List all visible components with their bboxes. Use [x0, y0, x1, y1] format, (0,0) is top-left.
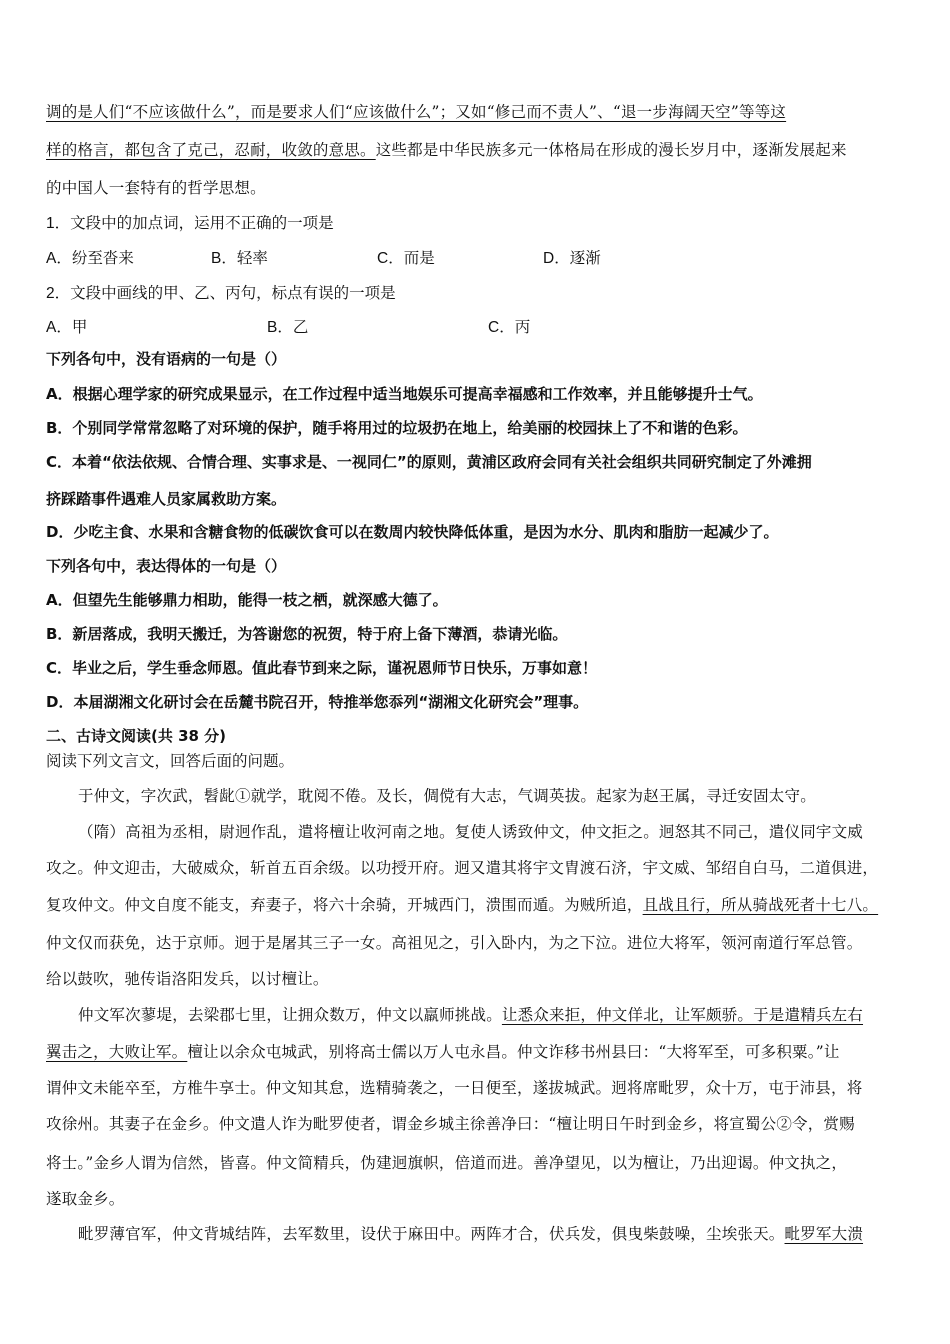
classical-para-2-line-5: 给以鼓吹，驰传诣洛阳发兵，以讨檀让。: [46, 970, 329, 988]
passage-line-3: 的中国人一套特有的哲学思想。: [46, 179, 266, 197]
classical-para-2-line-1: （隋）高祖为丞相，尉迥作乱，遣将檀让收河南之地。复使人诱致仲文，仲文拒之。迥怒其不同己，遣仪同宇文威: [78, 823, 864, 841]
passage-line-2-rest: 这些都是中华民族多元一体格局在形成的漫长岁月中，逐渐发展起来: [375, 141, 847, 159]
q3-option-a: A．根据心理学家的研究成果显示，在工作过程中适当地娱乐可提高幸福感和工作效率，并且能够提升士气。: [46, 385, 763, 403]
q3-option-d: D．少吃主食、水果和含糖食物的低碳饮食可以在数周内较快降低体重，是因为水分、肌肉和脂肪一起减少了。: [46, 523, 779, 541]
classical-para-3-line-4: 攻徐州。其妻子在金乡。仲文遣人诈为毗罗使者，谓金乡城主徐善净曰：“檀让明日午时到金乡，将宣蜀公②令，赏赐: [46, 1115, 855, 1133]
q1-option-b: B．轻率: [211, 250, 268, 267]
classical-para-3-line-2-text: 檀让以余众屯城武，别将高士儒以万人屯永昌。仲文诈移书州县曰：“大将军至，可多积粟。”让: [187, 1043, 840, 1061]
q4-option-c: C．毕业之后，学生垂念师恩。值此春节到来之际，谨祝恩师节日快乐，万事如意！: [46, 659, 598, 677]
q4-option-a: A．但望先生能够鼎力相助，能得一枝之栖，就深感大德了。: [46, 591, 448, 609]
classical-para-1: 于仲文，字次武，髫龀①就学，耽阅不倦。及长，倜傥有大志，气调英拔。起家为赵王属，寻迁安固太守。: [78, 787, 816, 805]
classical-para-3-line-5: 将士。”金乡人谓为信然，皆喜。仲文简精兵，伪建迥旗帜，倍道而进。善净望见，以为檀让，乃出迎谒。仲文执之，: [46, 1154, 848, 1172]
classical-para-2-line-2: 攻之。仲文迎击，大破威众，斩首五百余级。以功授开府。迥又遣其将宇文胄渡石济，宇文威、邹绍自白马，二道俱进，: [46, 859, 879, 877]
q4-option-b: B．新居落成，我明天搬迁，为答谢您的祝贺，特于府上备下薄酒，恭请光临。: [46, 625, 568, 643]
question-4-stem: 下列各句中，表达得体的一句是（）: [46, 557, 287, 575]
classical-para-3-line-6: 遂取金乡。: [46, 1190, 125, 1208]
classical-para-3-line-2: [46, 1040, 906, 1062]
classical-para-4-line-1: [46, 1222, 938, 1244]
classical-para-3-line-1: [46, 1003, 938, 1025]
classical-para-4-line-1-text: 毗罗薄官军，仲文背城结阵，去军数里，设伏于麻田中。两阵才合，伏兵发，俱曳柴鼓噪，尘埃张天。: [78, 1225, 785, 1243]
passage-line-1: 调的是人们“不应该做什么”，而是要求人们“应该做什么”；又如“修己而不责人”、“退一步海阔天空”等等这: [46, 103, 787, 121]
section-2-instruction: 阅读下列文言文，回答后面的问题。: [46, 753, 295, 770]
q1-option-c: C．而是: [377, 250, 435, 267]
q3-option-c-line-1: C．本着“依法依规、合情合理、实事求是、一视同仁”的原则，黄浦区政府会同有关社会组织共同研究制定了外滩拥: [46, 453, 812, 471]
section-2-title: 二、古诗文阅读(共 38 分): [46, 727, 227, 745]
classical-para-3-line-1-text: 仲文军次蓼堤，去梁郡七里，让拥众数万，仲文以羸师挑战。: [78, 1006, 502, 1024]
question-2-stem: 2．文段中画线的甲、乙、丙句，标点有误的一项是: [46, 285, 396, 302]
q2-option-b: B．乙: [267, 319, 309, 336]
q3-option-b: B．个别同学常常忽略了对环境的保护，随手将用过的垃圾扔在地上，给美丽的校园抹上了不和谐的色彩。: [46, 419, 748, 437]
question-3-stem: 下列各句中，没有语病的一句是（）: [46, 350, 287, 368]
underlined-sentence: 且战且行，所从骑战死者十七八。: [642, 896, 879, 914]
q1-option-d: D．逐渐: [543, 250, 601, 267]
question-1-stem: 1．文段中的加点词，运用不正确的一项是: [46, 215, 334, 232]
classical-para-3-line-3: 谓仲文未能卒至，方椎牛享士。仲文知其怠，选精骑袭之，一日便至，遂拔城武。迥将席毗罗，众十万，屯于沛县，将: [46, 1079, 863, 1097]
classical-para-2-line-3: [46, 893, 906, 915]
underlined-sentence: 毗罗军大溃: [784, 1225, 864, 1243]
underlined-sentence: 样的格言，都包含了克己，忍耐，收敛的意思。: [46, 141, 376, 159]
underlined-sentence: 翼击之，大败让军。: [46, 1043, 188, 1061]
q2-option-a: A．甲: [46, 319, 88, 336]
q4-option-d: D．本届湖湘文化研讨会在岳麓书院召开，特推举您忝列“湖湘文化研究会”理事。: [46, 693, 589, 711]
q3-option-c-line-2: 挤踩踏事件遇难人员家属救助方案。: [46, 490, 287, 508]
classical-para-2-line-4: 仲文仅而获免，达于京师。迥于是屠其三子一女。高祖见之，引入卧内，为之下泣。进位大将军，领河南道行军总管。: [46, 934, 863, 952]
underlined-sentence: 让悉众来拒，仲文佯北，让军颇骄。于是遣精兵左右: [501, 1006, 864, 1024]
q1-option-a: A．纷至沓来: [46, 250, 134, 267]
passage-line-2: [46, 138, 906, 160]
classical-para-2-line-3-text: 复攻仲文。仲文自度不能支，弃妻子，将六十余骑，开城西门，溃围而遁。为贼所追，: [46, 896, 643, 914]
q2-option-c: C．丙: [488, 319, 531, 336]
